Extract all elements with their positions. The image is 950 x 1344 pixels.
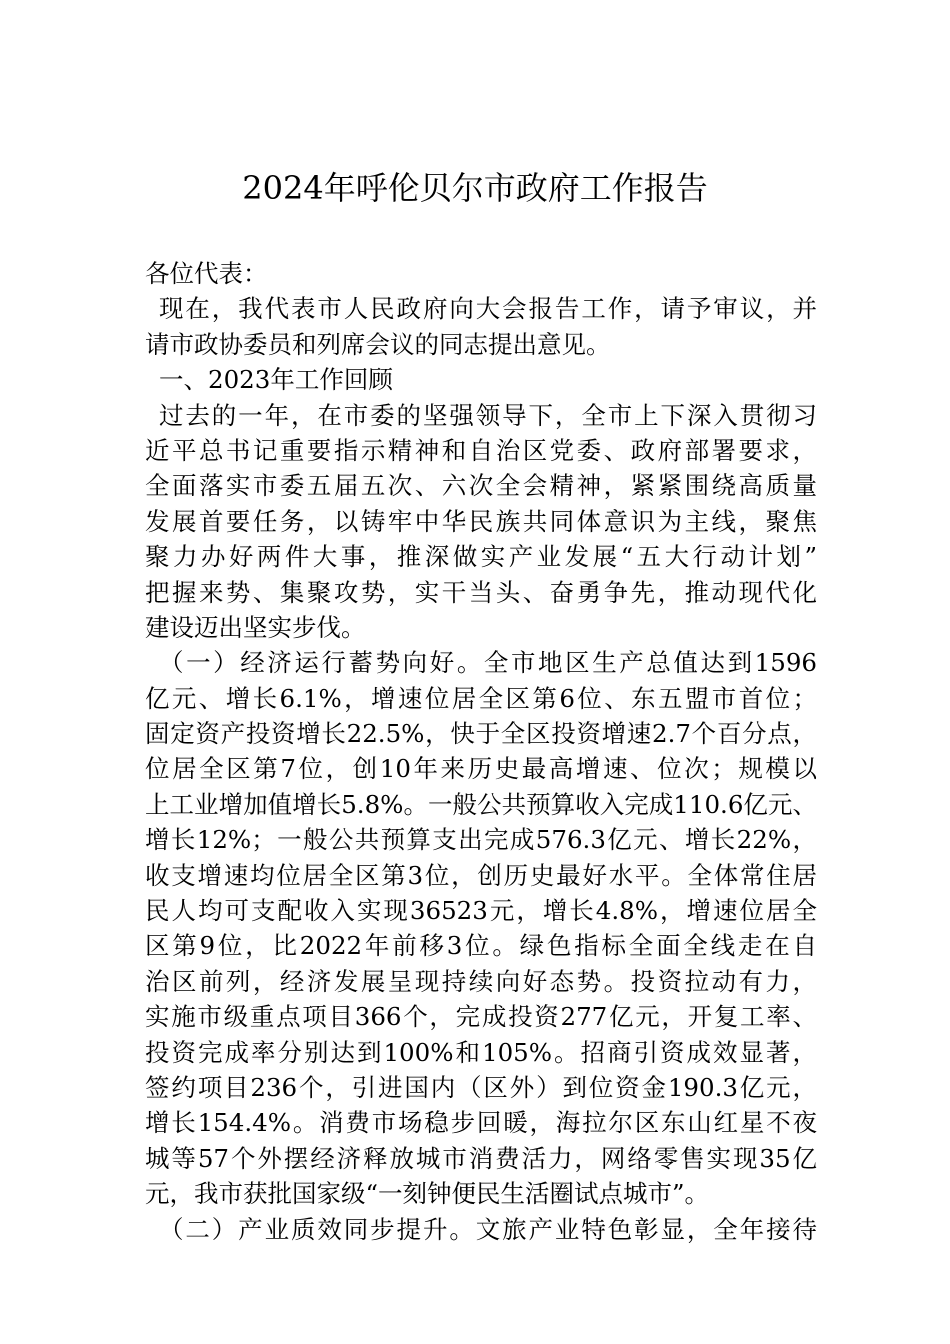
body-line: 各位代表： xyxy=(145,259,268,288)
body-line: 请市政协委员和列席会议的同志提出意见。 xyxy=(145,329,611,359)
body-line: 近平总书记重要指示精神和自治区党委、政府部署要求， xyxy=(145,435,817,465)
body-line: 实施市级重点项目366个，完成投资277亿元，开复工率、 xyxy=(145,1002,817,1032)
body-line: 元，我市获批国家级“一刻钟便民生活圈试点城市”。 xyxy=(145,1179,710,1209)
body-line: 建设迈出坚实步伐。 xyxy=(145,612,366,642)
body-line: 治区前列，经济发展呈现持续向好态势。投资拉动有力， xyxy=(145,966,817,996)
body-line: 收支增速均位居全区第3位，创历史最好水平。全体常住居 xyxy=(145,860,817,890)
body-line: 增长12%；一般公共预算支出完成576.3亿元、增长22%， xyxy=(145,825,817,855)
body-line: 民人均可支配收入实现36523元，增长4.8%，增速位居全 xyxy=(145,896,817,926)
body-line: 上工业增加值增长5.8%。一般公共预算收入完成110.6亿元、 xyxy=(145,789,817,819)
body-line: 亿元、增长6.1%，增速位居全区第6位、东五盟市首位； xyxy=(145,683,817,713)
body-line: 聚力办好两件大事，推深做实产业发展“五大行动计划” xyxy=(145,542,817,572)
body-line: 签约项目236个，引进国内（区外）到位资金190.3亿元， xyxy=(145,1072,817,1102)
body-line: （二）产业质效同步提升。文旅产业特色彰显，全年接待 xyxy=(159,1214,817,1244)
body-line: 过去的一年，在市委的坚强领导下，全市上下深入贯彻习 xyxy=(159,400,817,430)
body-line: 现在，我代表市人民政府向大会报告工作，请予审议，并 xyxy=(159,294,817,324)
body-line: 把握来势、集聚攻势，实干当头、奋勇争先，推动现代化 xyxy=(145,577,817,607)
document-title: 2024年呼伦贝尔市政府工作报告 xyxy=(242,169,708,207)
body-line: 城等57个外摆经济释放城市消费活力，网络零售实现35亿 xyxy=(145,1143,817,1173)
body-line: 区第9位，比2022年前移3位。绿色指标全面全线走在自 xyxy=(145,931,817,961)
document-body xyxy=(145,256,817,1247)
body-line: （一）经济运行蓄势向好。全市地区生产总值达到1596 xyxy=(159,648,817,678)
body-line: 增长154.4%。消费市场稳步回暖，海拉尔区东山红星不夜 xyxy=(145,1108,817,1138)
body-line: 位居全区第7位，创10年来历史最高增速、位次；规模以 xyxy=(145,754,817,784)
body-line: 全面落实市委五届五次、六次全会精神，紧紧围绕高质量 xyxy=(145,471,817,501)
body-line: 固定资产投资增长22.5%，快于全区投资增速2.7个百分点， xyxy=(145,719,817,749)
body-line: 发展首要任务，以铸牢中华民族共同体意识为主线，聚焦 xyxy=(145,506,817,536)
body-line: 一、2023年工作回顾 xyxy=(159,365,393,395)
body-line: 投资完成率分别达到100%和105%。招商引资成效显著， xyxy=(145,1037,817,1067)
